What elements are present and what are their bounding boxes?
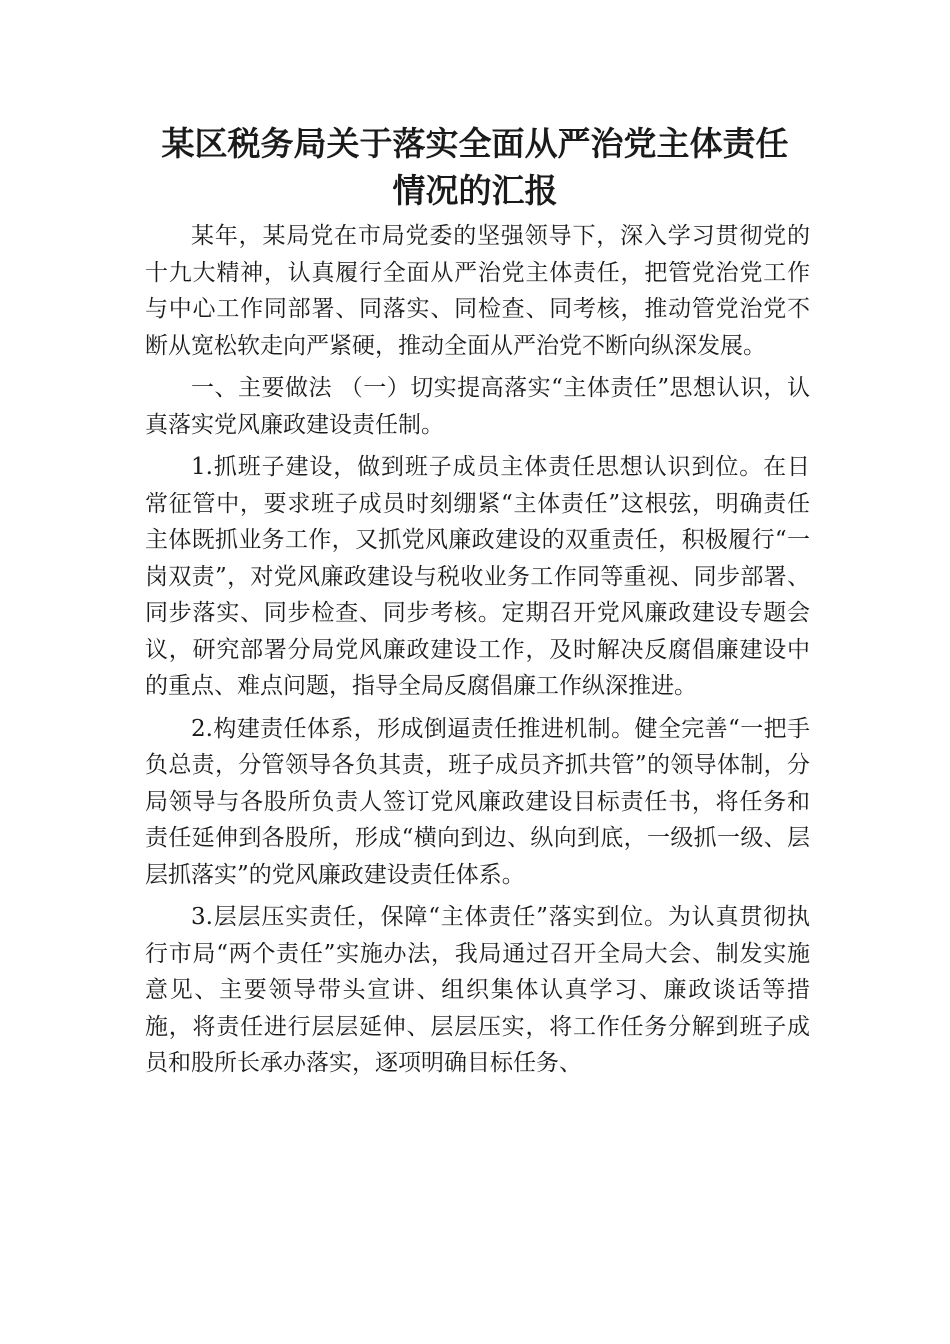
paragraph-item-3: 3.层层压实责任，保障“主体责任”落实到位。为认真贯彻执行市局“两个责任”实施办法，我局通过召开全局大会、制发实施意见、主要领导带头宣讲、组织集体认真学习、廉政谈话等措施，将责任进行层层延伸、层层压实，将工作任务分解到班子成员和股所长承办落实，逐项明确目标任务、 [145,904,810,1076]
document-title-line-2: 情况的汇报 [392,171,558,210]
paragraph-item-2: 2.构建责任体系，形成倒逼责任推进机制。健全完善“一把手负总责，分管领导各负其责，班子成员齐抓共管”的领导体制，分局领导与各股所负责人签订党风廉政建设目标责任书，将任务和责任延伸到各股所，形成“横向到边、纵向到底，一级抓一级、层层抓落实”的党风廉政建设责任体系。 [145,715,810,888]
paragraph-section-heading: 一、主要做法 （一）切实提高落实“主体责任”思想认识，认真落实党风廉政建设责任制。 [145,375,810,438]
paragraph-item-1: 1.抓班子建设，做到班子成员主体责任思想认识到位。在日常征管中，要求班子成员时刻绷紧“主体责任”这根弦，明确责任主体既抓业务工作，又抓党风廉政建设的双重责任，积极履行“一岗双责”，对党风廉政建设与税收业务工作同等重视、同步部署、同步落实、同步检查、同步考核。定期召开党风廉政建设专题会议，研究部署分局党风廉政建设工作，及时解决反腐倡廉建设中的重点、难点问题，指导全局反腐倡廉工作纵深推进。 [145,454,810,699]
document-title-line-1: 某区税务局关于落实全面从严治党主体责任 [161,124,789,163]
paragraph-intro: 某年，某局党在市局党委的坚强领导下，深入学习贯彻党的十九大精神，认真履行全面从严治党主体责任，把管党治党工作与中心工作同部署、同落实、同检查、同考核，推动管党治党不断从宽松软走向严紧硬，推动全面从严治党不断向纵深发展。 [145,223,810,359]
document-body [145,218,810,1082]
